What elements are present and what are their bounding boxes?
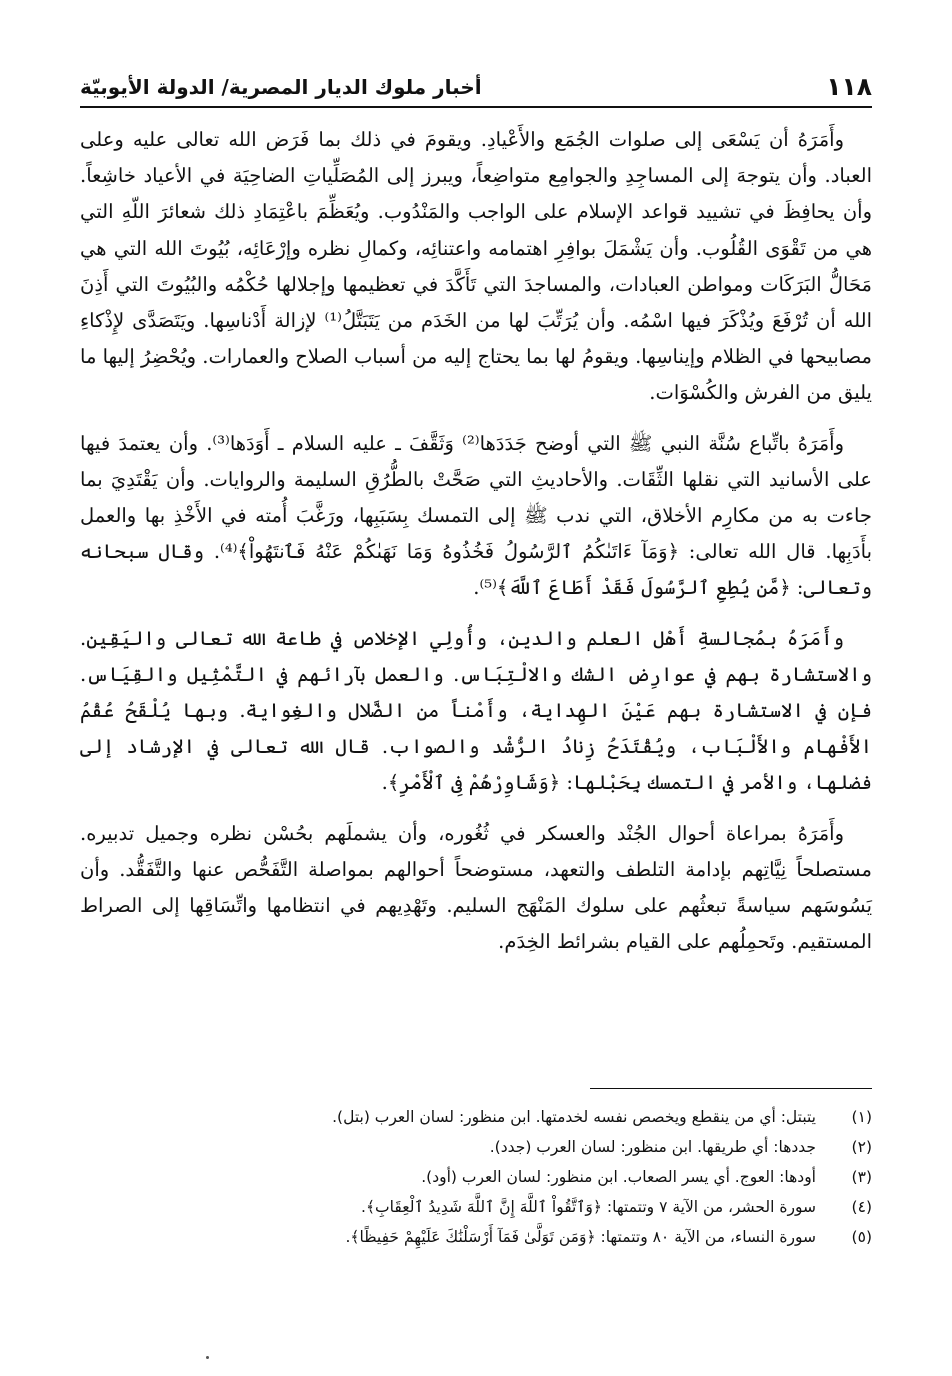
paragraph-consulting-scholars: وأَمَرَهُ بمُجالسةِ أَهْل العلم والدين، وأُولِي الإخلاص في طاعة الله تعالى واليَقِين. والاستشارة بهم في عوارِض الشك والالْتِبَاس. والعمل بآرائهم في التَّمْثِيل والقِيَاس. فإن في الاستشارة بهم عَيْنَ الهِداية، وأَمْناً من الضَّلال والغِواية. وبها يُلْقَحُ عُقْمُ الأَفْهام والأَلْبَاب، ويُقْتَدَحُ زِنادُ الرُّشْد والصواب. قال الله تعالى في الإرشاد إلى فضلها، والأمر في التمسك بِحَبْلها: ﴿وَشَاوِرْهُمْ فِى ٱلْأَمْرِ﴾.: [80, 626, 872, 795]
footnote-separator: [590, 1088, 872, 1089]
paragraph-following-sunnah: وأَمَرَهُ باتِّباع سُنَّة النبي ﷺ التي أوضح جَدَدَها⁽²⁾ وَثَقَّفَ ـ عليه السلام ـ أَوَدَها⁽³⁾. وأن يعتمدَ فيها على الأسانيد التي نقلها الثِّقَات. والأحاديثِ التي صَحَّتْ بالطُّرُقِ السليمة والروايات. وأن يَقْتَدِيَ بما جاءت به من مكارِم الأخلاق، التي ندب ﷺ إلى التمسك بِسَبَبِها، ورَغَّبَ أُمته في الأَخْذِ بها والعمل بأَدَبِها. قال الله تعالى: ﴿وَمَآ ءَاتَىٰكُمُ ٱلرَّسُولُ فَخُذُوهُ وَمَا نَهَىٰكُمْ عَنْهُ فَٱنتَهُواْ﴾⁽⁴⁾. وقال سبحانه وتعالى: ﴿مَّن يُطِعِ ٱلرَّسُولَ فَقَدْ أَطَاعَ ٱللَّهَ﴾⁽⁵⁾.: [80, 431, 872, 600]
footnote-text: يتبتل: أي من ينقطع ويخصص نفسه لخدمتها. ابن منظور: لسان العرب (بتل).: [332, 1108, 816, 1126]
footnote-text: جددها: أي طريقها. ابن منظور: لسان العرب (جدد).: [489, 1138, 816, 1156]
scan-speck: [206, 1356, 209, 1359]
footnote-text: سورة الحشر، من الآية ٧ وتتمتها: ﴿وَٱتَّقُواْ ٱللَّهَ إِنَّ ٱللَّهَ شَدِيدُ ٱلْعِقَابِ﴾.: [361, 1198, 816, 1216]
footnote-text: أودها: العوج. أي يسر الصعاب. ابن منظور: لسان العرب (أود).: [421, 1168, 816, 1186]
footnote-item: [80, 1192, 872, 1222]
footnote-number: (٤): [851, 1198, 872, 1216]
footnote-item: [80, 1132, 872, 1162]
running-title: أخبار ملوك الديار المصرية/ الدولة الأيوبيّة: [80, 75, 482, 99]
footnotes-list: [80, 1102, 872, 1252]
footnote-number: (٥): [851, 1228, 872, 1246]
footnote-number: (١): [851, 1108, 872, 1126]
page-number: ١١٨: [826, 72, 872, 101]
main-text: [80, 122, 872, 974]
footnote-item: [80, 1162, 872, 1192]
footnote-text: سورة النساء، من الآية ٨٠ وتتمتها: ﴿وَمَن تَوَلَّىٰ فَمَآ أَرْسَلْنَٰكَ عَلَيْهِمْ حَفِيظًا﴾.: [345, 1228, 816, 1246]
paragraph-friday-prayers-and-mosques: وأَمَرَهُ أن يَسْعَى إلى صلوات الجُمَع والأَعْيادِ. ويقومَ في ذلك بما فَرَض الله تعالى عليه وعلى العباد. وأن يتوجهَ إلى المساجِدِ والجوامِع متواضِعاً، ويبرز إلى المُصَلِّياتِ الضاحِيَة في الأعياد خاشِعاً. وأن يحافِظَ في تشييد قواعد الإسلام على الواجب والمَنْدُوب. ويُعَظِّمَ باعْتِمَادِ ذلك شعائرَ اللّهِ التي هي من تَقْوَى القُلُوب. وأن يَشْمَلَ بوافِرِ اهتمامه واعتنائِه، وكمالِ نظره وإرْعَائِه، بُيُوتَ الله التي هي مَحَالُّ البَرَكَات ومواطن العبادات، والمساجدَ التي تَأَكَّدَ في تعظيمها وإجلالها حُكْمُه والبُيُوتَ التي أَذِنَ الله أن تُرْفَعَ ويُذْكَرَ فيها اسْمُه. وأن يُرَتِّبَ لها من الخَدَم من يَتَبَتَّلُ⁽¹⁾ لإزالة أَدْناسِها. ويَتَصَدَّى لإِذْكاءِ مصابيحها في الظلام وإيناسِها. ويقومُ لها بما يحتاج إليه من أسباب الصلاح والعمارات. ويُحْضِرُ إليها ما يليق من الفرش والكُسْوَات.: [80, 128, 872, 405]
footnote-number: (٣): [851, 1168, 872, 1186]
footnote-item: [80, 1102, 872, 1132]
footnote-number: (٢): [851, 1138, 872, 1156]
page-header: [80, 62, 872, 108]
footnote-item: [80, 1222, 872, 1252]
paragraph-caring-for-soldiers: وأَمَرَهُ بمراعاة أحوال الجُنْد والعسكر في ثُغُوره، وأن يشملَهم بحُسْن نظره وجميل تدبيره. مستصلحاً نِيَّاتِهم بإدامة التلطف والتعهد، مستوضحاً أحوالهم بمواصلة التَّفَحُّص عنها والتَّفَقُّد. وأن يَسُوسَهم سياسةً تبعثُهم على سلوك المَنْهَج السليم. وتَهْدِيهم في انتظامها واتِّسَاقِها إلى الصراط المستقيم. وتَحمِلُهم على القيام بشرائط الخِدَم.: [80, 821, 872, 954]
